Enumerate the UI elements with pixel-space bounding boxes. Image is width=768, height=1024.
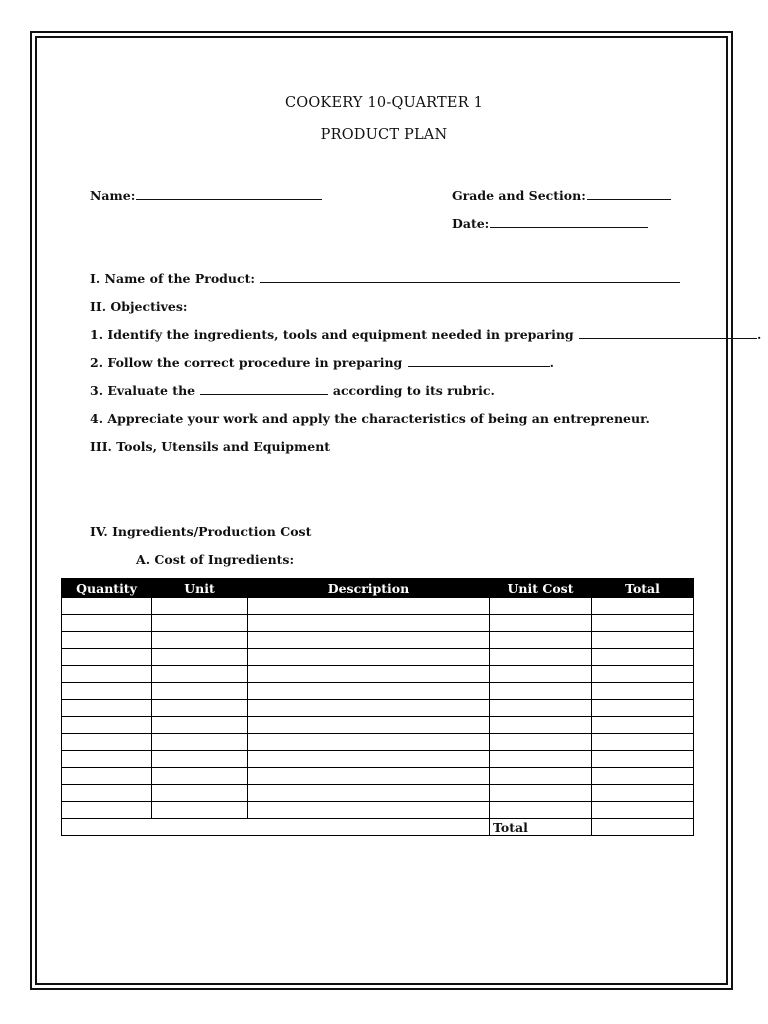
quantity-cell[interactable] (62, 666, 152, 683)
description-cell[interactable] (248, 649, 490, 666)
unit-cost-cell[interactable] (490, 751, 592, 768)
description-cell[interactable] (248, 666, 490, 683)
date-blank[interactable] (490, 216, 648, 228)
unit-cell[interactable] (152, 717, 248, 734)
unit-cost-cell[interactable] (490, 734, 592, 751)
unit-cost-cell[interactable] (490, 632, 592, 649)
description-cell[interactable] (248, 785, 490, 802)
total-cell[interactable] (592, 615, 694, 632)
description-cell[interactable] (248, 717, 490, 734)
quantity-cell[interactable] (62, 785, 152, 802)
table-row (62, 615, 694, 632)
description-cell[interactable] (248, 751, 490, 768)
document-title: COOKERY 10-QUARTER 1 (284, 95, 484, 111)
total-row-spacer (62, 819, 490, 836)
product-name-label: I. Name of the Product: (90, 271, 255, 286)
quantity-cell[interactable] (62, 700, 152, 717)
unit-cost-cell[interactable] (490, 802, 592, 819)
unit-cost-cell[interactable] (490, 666, 592, 683)
objective-1-text: 1. Identify the ingredients, tools and equipment needed in preparing (90, 327, 574, 342)
unit-cell[interactable] (152, 751, 248, 768)
total-cell[interactable] (592, 785, 694, 802)
description-cell[interactable] (248, 615, 490, 632)
unit-cell[interactable] (152, 734, 248, 751)
unit-cell[interactable] (152, 802, 248, 819)
date-field[interactable] (452, 216, 648, 231)
objective-3-end: according to its rubric. (332, 383, 495, 398)
objective-3-text: 3. Evaluate the (90, 383, 196, 398)
grade-section-field[interactable] (452, 188, 671, 203)
unit-cost-cell[interactable] (490, 683, 592, 700)
unit-cost-cell[interactable] (490, 717, 592, 734)
objective-2-end: . (549, 355, 554, 370)
quantity-cell[interactable] (62, 768, 152, 785)
description-cell[interactable] (248, 598, 490, 615)
table-row (62, 751, 694, 768)
unit-cell[interactable] (152, 649, 248, 666)
quantity-cell[interactable] (62, 632, 152, 649)
unit-cell[interactable] (152, 666, 248, 683)
description-cell[interactable] (248, 802, 490, 819)
quantity-cell[interactable] (62, 683, 152, 700)
unit-cell[interactable] (152, 632, 248, 649)
total-cell[interactable] (592, 683, 694, 700)
cost-of-ingredients-heading: A. Cost of Ingredients: (136, 552, 295, 567)
table-row (62, 683, 694, 700)
quantity-cell[interactable] (62, 615, 152, 632)
document-subtitle: PRODUCT PLAN (320, 127, 448, 143)
grade-section-label: Grade and Section: (452, 188, 586, 203)
description-cell[interactable] (248, 632, 490, 649)
description-cell[interactable] (248, 768, 490, 785)
page-border-inner (35, 36, 728, 985)
total-cell[interactable] (592, 700, 694, 717)
tools-heading: III. Tools, Utensils and Equipment (90, 439, 331, 454)
quantity-cell[interactable] (62, 734, 152, 751)
table-row (62, 734, 694, 751)
col-unit-cost-header: Unit Cost (490, 579, 592, 598)
description-cell[interactable] (248, 683, 490, 700)
objective-2-text: 2. Follow the correct procedure in preparing (90, 355, 403, 370)
col-quantity-header: Quantity (62, 579, 152, 598)
total-cell[interactable] (592, 598, 694, 615)
product-name-line[interactable] (90, 271, 680, 286)
unit-cost-cell[interactable] (490, 700, 592, 717)
unit-cost-cell[interactable] (490, 649, 592, 666)
name-field[interactable] (90, 188, 322, 203)
col-description-header: Description (248, 579, 490, 598)
table-row (62, 666, 694, 683)
unit-cell[interactable] (152, 768, 248, 785)
quantity-cell[interactable] (62, 649, 152, 666)
unit-cell[interactable] (152, 598, 248, 615)
objective-2 (90, 355, 554, 370)
unit-cost-cell[interactable] (490, 768, 592, 785)
date-label: Date: (452, 216, 490, 231)
total-cell[interactable] (592, 666, 694, 683)
unit-cell[interactable] (152, 785, 248, 802)
total-row (62, 819, 694, 836)
total-cell[interactable] (592, 802, 694, 819)
table-row (62, 598, 694, 615)
quantity-cell[interactable] (62, 802, 152, 819)
total-cell[interactable] (592, 751, 694, 768)
table-row (62, 768, 694, 785)
unit-cell[interactable] (152, 615, 248, 632)
unit-cost-cell[interactable] (490, 598, 592, 615)
unit-cell[interactable] (152, 683, 248, 700)
objective-1-blank[interactable] (579, 327, 757, 339)
col-total-header: Total (592, 579, 694, 598)
table-row (62, 700, 694, 717)
objective-1 (90, 327, 761, 342)
objective-4: 4. Appreciate your work and apply the characteristics of being an entrepreneur. (90, 411, 650, 426)
quantity-cell[interactable] (62, 598, 152, 615)
name-label: Name: (90, 188, 136, 203)
grand-total-cell[interactable] (592, 819, 694, 836)
total-cell[interactable] (592, 717, 694, 734)
description-cell[interactable] (248, 734, 490, 751)
objective-2-blank[interactable] (408, 355, 550, 367)
table-row (62, 649, 694, 666)
table-row (62, 717, 694, 734)
table-row (62, 785, 694, 802)
grade-section-blank[interactable] (587, 188, 671, 200)
objective-3 (90, 383, 495, 398)
name-blank[interactable] (136, 188, 322, 200)
unit-cell[interactable] (152, 700, 248, 717)
total-cell[interactable] (592, 649, 694, 666)
total-cell[interactable] (592, 734, 694, 751)
description-cell[interactable] (248, 700, 490, 717)
total-cell[interactable] (592, 768, 694, 785)
objective-3-blank[interactable] (200, 383, 328, 395)
table-row (62, 802, 694, 819)
ingredients-cost-table (61, 578, 694, 836)
total-cell[interactable] (592, 632, 694, 649)
quantity-cell[interactable] (62, 751, 152, 768)
unit-cost-cell[interactable] (490, 615, 592, 632)
table-header-row (62, 579, 694, 598)
product-name-blank[interactable] (260, 271, 680, 283)
quantity-cell[interactable] (62, 717, 152, 734)
objective-1-end: . (757, 327, 762, 342)
ingredients-heading: IV. Ingredients/Production Cost (90, 524, 312, 539)
table-row (62, 632, 694, 649)
unit-cost-cell[interactable] (490, 785, 592, 802)
col-unit-header: Unit (152, 579, 248, 598)
total-label: Total (490, 819, 592, 836)
objectives-heading: II. Objectives: (90, 299, 188, 314)
